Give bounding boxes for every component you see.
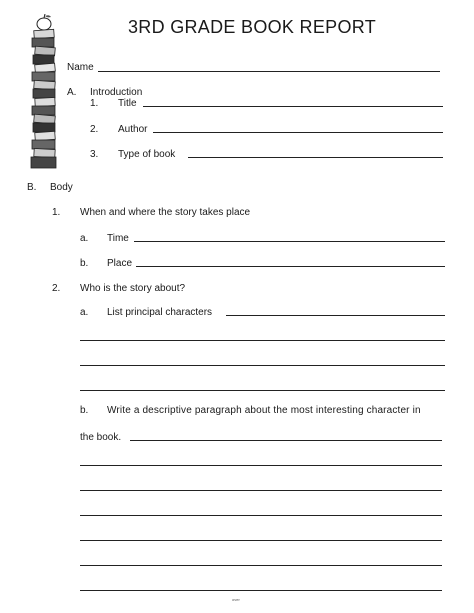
characters-label: List principal characters	[107, 307, 213, 318]
name-label: Name	[67, 62, 94, 73]
section-b-heading: Body	[50, 182, 73, 193]
time-letter: a.	[80, 233, 89, 244]
paragraph-prompt: Write a descriptive paragraph about the most interesting character in	[107, 405, 421, 416]
paragraph-line[interactable]	[80, 540, 442, 541]
page-footer: over	[232, 597, 240, 602]
type-of-book-label: Type of book	[118, 149, 176, 160]
book-stack-illustration	[26, 14, 62, 170]
intro-item-number: 2.	[90, 124, 99, 135]
type-of-book-field[interactable]	[188, 157, 443, 158]
characters-line[interactable]	[80, 340, 445, 341]
characters-line[interactable]	[80, 390, 445, 391]
paragraph-prompt-continued: the book.	[80, 432, 122, 443]
paragraph-line[interactable]	[80, 490, 442, 491]
question-1-number: 1.	[52, 207, 61, 218]
place-label: Place	[107, 258, 133, 269]
section-a-heading: Introduction	[90, 87, 143, 98]
author-label: Author	[118, 124, 148, 135]
paragraph-field[interactable]	[130, 440, 442, 441]
section-b-letter: B.	[27, 182, 37, 193]
question-1-text: When and where the story takes place	[80, 207, 251, 218]
section-a-letter: A.	[67, 87, 77, 98]
apple-icon	[37, 14, 51, 30]
author-field[interactable]	[153, 132, 443, 133]
intro-item-number: 3.	[90, 149, 99, 160]
time-field[interactable]	[134, 241, 445, 242]
paragraph-letter: b.	[80, 405, 89, 416]
characters-field[interactable]	[226, 315, 445, 316]
place-letter: b.	[80, 258, 89, 269]
place-field[interactable]	[136, 266, 445, 267]
name-field[interactable]	[98, 71, 440, 72]
page-title: 3RD GRADE BOOK REPORT	[128, 17, 377, 37]
time-label: Time	[107, 233, 129, 244]
title-field[interactable]	[143, 106, 443, 107]
paragraph-line[interactable]	[80, 590, 442, 591]
paragraph-line[interactable]	[80, 515, 442, 516]
intro-item-number: 1.	[90, 98, 99, 109]
characters-letter: a.	[80, 307, 89, 318]
title-label: Title	[118, 98, 137, 109]
question-2-number: 2.	[52, 283, 61, 294]
question-2-text: Who is the story about?	[80, 283, 186, 294]
characters-line[interactable]	[80, 365, 445, 366]
paragraph-line[interactable]	[80, 465, 442, 466]
paragraph-line[interactable]	[80, 565, 442, 566]
